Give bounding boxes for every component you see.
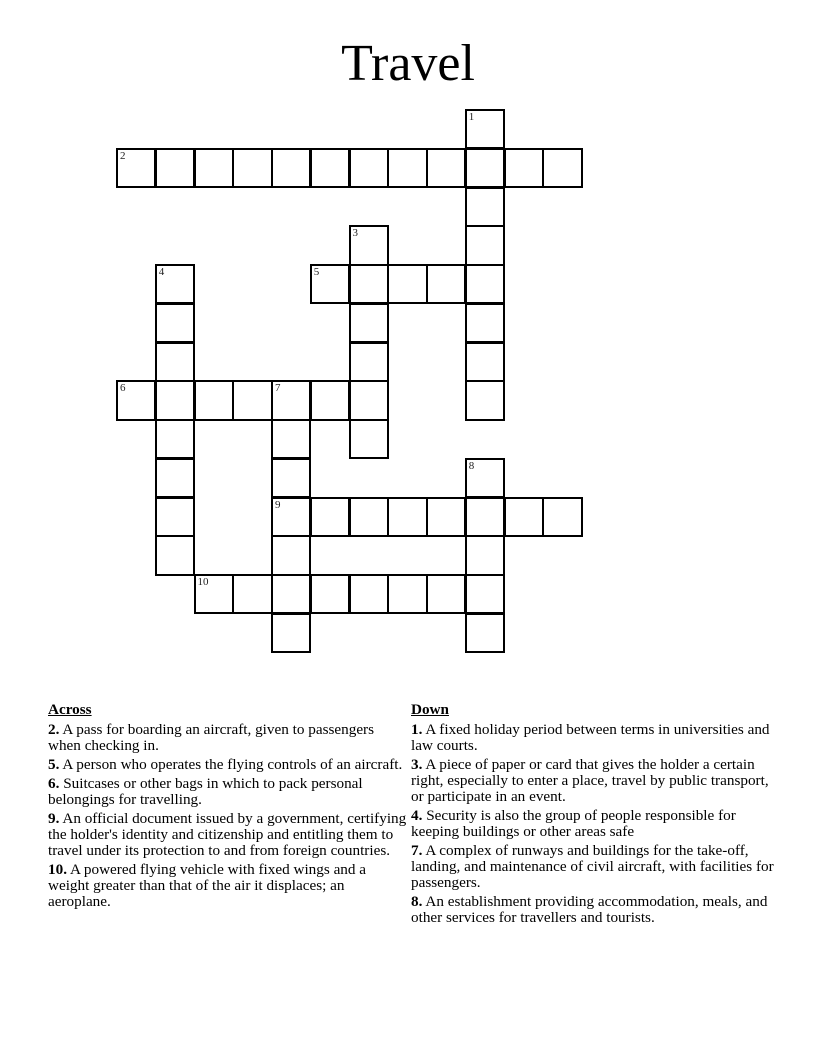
clue-text: An official document issued by a government, certifying the holder's identity and citizenship and entitling them to travel under its protection to and from foreign countries. (48, 810, 407, 859)
down-clues (411, 701, 781, 929)
grid-cell[interactable] (387, 148, 427, 188)
across-heading: Across (48, 701, 92, 718)
grid-cell[interactable] (271, 613, 311, 653)
clue-across-10 (48, 862, 408, 910)
cell-number: 8 (468, 459, 475, 472)
grid-cell[interactable] (155, 342, 195, 382)
grid-cell[interactable] (465, 264, 505, 304)
clue-text: Suitcases or other bags in which to pack personal belongings for travelling. (48, 775, 363, 808)
clue-across-5 (48, 757, 408, 773)
grid-cell[interactable] (194, 148, 234, 188)
grid-cell[interactable] (426, 148, 466, 188)
grid-cell[interactable] (465, 380, 505, 420)
clue-number: 8. (411, 893, 423, 910)
grid-cell[interactable] (155, 380, 195, 420)
cell-number: 5 (313, 266, 320, 278)
grid-cell[interactable] (349, 264, 389, 304)
clue-text: A powered flying vehicle with fixed wings and a weight greater than that of the air it displaces; an aeroplane. (48, 861, 367, 910)
clue-number: 3. (411, 756, 423, 773)
cell-number: 1 (468, 111, 475, 123)
grid-cell[interactable] (310, 497, 350, 537)
clue-number: 7. (411, 842, 423, 859)
grid-cell[interactable] (504, 497, 544, 537)
clue-number: 4. (411, 807, 423, 824)
clue-text: A complex of runways and buildings for the take-off, landing, and maintenance of civil aircraft, with facilities for passengers. (411, 842, 774, 891)
grid-cell[interactable] (426, 264, 466, 304)
grid-cell[interactable] (349, 303, 389, 343)
clue-down-8 (411, 894, 781, 926)
grid-cell[interactable] (349, 574, 389, 614)
cell-number: 9 (275, 498, 281, 511)
clue-text: A pass for boarding an aircraft, given to passengers when checking in. (48, 721, 375, 754)
clue-number: 10. (48, 861, 67, 878)
grid-cell[interactable] (271, 574, 311, 614)
grid-cell[interactable] (465, 148, 505, 188)
grid-cell[interactable] (465, 574, 505, 614)
grid-cell[interactable] (271, 148, 311, 188)
down-heading: Down (411, 701, 449, 718)
grid-cell[interactable] (542, 148, 582, 188)
grid-cell[interactable] (310, 574, 350, 614)
grid-cell[interactable] (116, 148, 156, 188)
clue-number: 6. (48, 775, 60, 792)
clue-across-6 (48, 776, 408, 808)
grid-cell[interactable] (271, 535, 311, 575)
grid-cell[interactable] (465, 303, 505, 343)
cell-number: 3 (352, 227, 358, 240)
grid-cell[interactable] (349, 497, 389, 537)
grid-cell[interactable] (194, 380, 234, 420)
grid-cell[interactable] (349, 342, 389, 382)
cell-number: 2 (120, 149, 126, 162)
grid-cell[interactable] (465, 535, 505, 575)
grid-cell[interactable] (271, 380, 311, 420)
clue-text: A piece of paper or card that gives the holder a certain right, especially to enter a place, travel by public transport, or participate in an event. (411, 756, 769, 805)
cell-number: 6 (120, 382, 126, 395)
grid-cell[interactable] (465, 613, 505, 653)
grid-cell[interactable] (155, 303, 195, 343)
grid-cell[interactable] (465, 497, 505, 537)
clue-text: A fixed holiday period between terms in universities and law courts. (411, 721, 770, 754)
grid-cell[interactable] (155, 497, 195, 537)
grid-cell[interactable] (310, 264, 350, 304)
clue-down-3 (411, 757, 781, 805)
grid-cell[interactable] (542, 497, 582, 537)
grid-cell[interactable] (271, 419, 311, 459)
grid-cell[interactable] (387, 264, 427, 304)
clue-number: 2. (48, 721, 60, 738)
grid-cell[interactable] (349, 225, 389, 265)
grid-cell[interactable] (155, 458, 195, 498)
grid-cell[interactable] (465, 225, 505, 265)
grid-cell[interactable] (232, 380, 272, 420)
grid-cell[interactable] (155, 535, 195, 575)
cell-number: 4 (158, 266, 165, 278)
clue-text: An establishment providing accommodation, meals, and other services for travellers and tourists. (411, 893, 768, 926)
grid-cell[interactable] (426, 574, 466, 614)
grid-cell[interactable] (349, 148, 389, 188)
clue-number: 5. (48, 756, 60, 773)
grid-cell[interactable] (310, 148, 350, 188)
cell-number: 10 (197, 576, 209, 588)
across-clues (48, 701, 408, 913)
grid-cell[interactable] (504, 148, 544, 188)
grid-cell[interactable] (155, 264, 195, 304)
clue-text: A person who operates the flying controls of an aircraft. (62, 756, 403, 773)
grid-cell[interactable] (465, 187, 505, 227)
grid-cell[interactable] (155, 419, 195, 459)
clue-down-4 (411, 808, 781, 840)
grid-cell[interactable] (465, 458, 505, 498)
clue-number: 1. (411, 721, 423, 738)
grid-cell[interactable] (271, 458, 311, 498)
grid-cell[interactable] (194, 574, 234, 614)
clue-number: 9. (48, 810, 60, 827)
grid-cell[interactable] (465, 342, 505, 382)
clue-text: Security is also the group of people responsible for keeping buildings or other areas safe (411, 807, 736, 840)
grid-cell[interactable] (387, 574, 427, 614)
grid-cell[interactable] (349, 380, 389, 420)
grid-cell[interactable] (155, 148, 195, 188)
clue-across-9 (48, 811, 408, 859)
grid-cell[interactable] (349, 419, 389, 459)
page-title: Travel (341, 35, 475, 92)
clue-down-1 (411, 722, 781, 754)
grid-cell[interactable] (465, 109, 505, 149)
clue-across-2 (48, 722, 408, 754)
grid-cell[interactable] (232, 148, 272, 188)
grid-cell[interactable] (387, 497, 427, 537)
grid-cell[interactable] (232, 574, 272, 614)
grid-cell[interactable] (271, 497, 311, 537)
grid-cell[interactable] (310, 380, 350, 420)
clue-down-7 (411, 843, 781, 891)
grid-cell[interactable] (426, 497, 466, 537)
grid-cell[interactable] (116, 380, 156, 420)
cell-number: 7 (275, 382, 281, 395)
